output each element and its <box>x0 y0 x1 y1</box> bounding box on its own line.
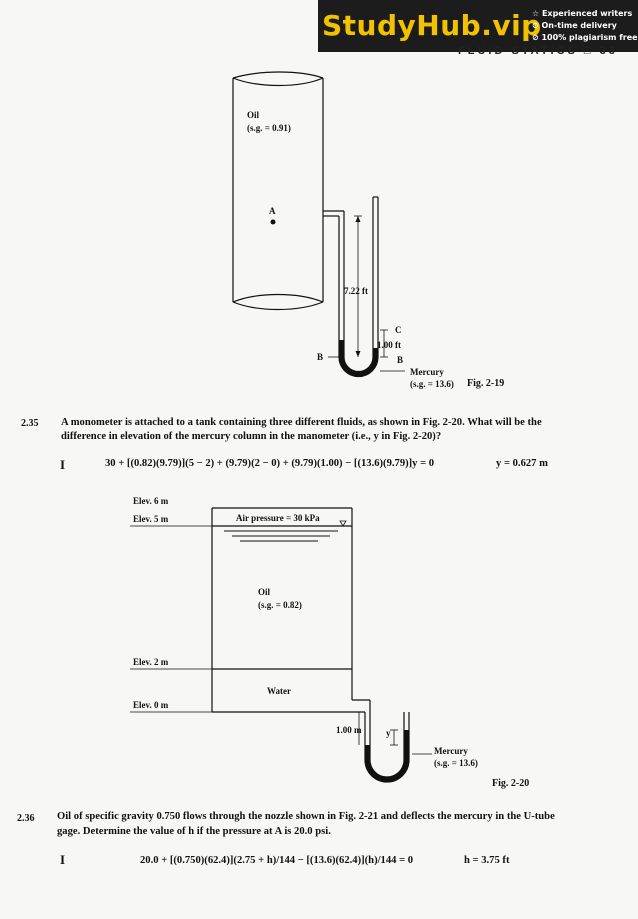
fig219-dim-722: 7.22 ft <box>344 286 368 296</box>
problem-235-line1: A monometer is attached to a tank containing three different fluids, as shown in Fig. 2-20. What will be the <box>61 417 542 428</box>
fig219-point-b-left: B <box>317 352 324 362</box>
feature-experienced-writers: ☆ Experienced writers <box>532 9 633 18</box>
fig220-dim-100: 1.00 m <box>336 725 362 735</box>
feature-on-time-delivery: ⊙ On-time delivery <box>532 21 617 30</box>
fig220-y-label: y <box>386 728 391 738</box>
fig219-point-a: A <box>269 206 276 216</box>
problem-236-number: 2.36 <box>17 813 35 824</box>
fig219-caption: Fig. 2-19 <box>467 378 505 389</box>
feature-plagiarism-free: ⊘ 100% plagiarism free <box>532 33 638 42</box>
fig220-elev6: Elev. 6 m <box>133 496 169 506</box>
fig220-mercury-label: Mercury <box>434 746 468 756</box>
problem-236-equation: 20.0 + [(0.750)(62.4)](2.75 + h)/144 − [(13.6)(62.4)](h)/144 = 0 <box>140 855 414 866</box>
fig219-pipe <box>233 72 323 310</box>
fig220-mercury-sg: (s.g. = 13.6) <box>434 758 478 768</box>
fig220-water-label: Water <box>267 686 291 696</box>
fig219-point-b-right: B <box>397 355 404 365</box>
fig220-oil-label: Oil <box>258 587 271 597</box>
problem-236-line1: Oil of specific gravity 0.750 flows through the nozzle shown in Fig. 2-21 and deflects the mercury in the U-tube <box>57 811 555 822</box>
running-header: FLUID STATICS □ 33 <box>458 45 618 57</box>
fig219-oil-label: Oil <box>247 110 260 120</box>
problem-235-equation: 30 + [(0.82)(9.79)](5 − 2) + (9.79)(2 − 0) + (9.79)(1.00) − [(13.6)(9.79)]y = 0 <box>105 458 435 469</box>
fig220-air-pressure: Air pressure = 30 kPa <box>236 513 320 523</box>
fig219-dim-100: 1.00 ft <box>377 340 401 350</box>
fig220-tank <box>212 508 352 712</box>
fig220-elev0: Elev. 0 m <box>133 700 169 710</box>
problem-236-answer: h = 3.75 ft <box>464 855 510 866</box>
fig219-mercury-label: Mercury <box>410 367 444 377</box>
problem-236-line2: gage. Determine the value of h if the pressure at A is 20.0 psi. <box>57 826 331 837</box>
fig220-elev2: Elev. 2 m <box>133 657 169 667</box>
problem-235-line2: difference in elevation of the mercury column in the manometer (i.e., y in Fig. 2-20)? <box>61 431 442 442</box>
fig220-manometer <box>345 700 409 782</box>
fig220-elev5: Elev. 5 m <box>133 514 169 524</box>
fig219-oil-sg: (s.g. = 0.91) <box>247 123 291 133</box>
fig220-oil-sg: (s.g. = 0.82) <box>258 600 302 610</box>
studyhub-logo[interactable]: StudyHub.vip <box>322 9 542 42</box>
solution-mark-235: I <box>60 457 66 472</box>
problem-235-answer: y = 0.627 m <box>496 458 548 469</box>
fig219-point-c: C <box>395 325 402 335</box>
fig220-caption: Fig. 2-20 <box>492 778 530 789</box>
problem-235-number: 2.35 <box>21 418 39 429</box>
solution-mark-236: I <box>60 852 66 867</box>
fig219-mercury-sg: (s.g. = 13.6) <box>410 379 454 389</box>
